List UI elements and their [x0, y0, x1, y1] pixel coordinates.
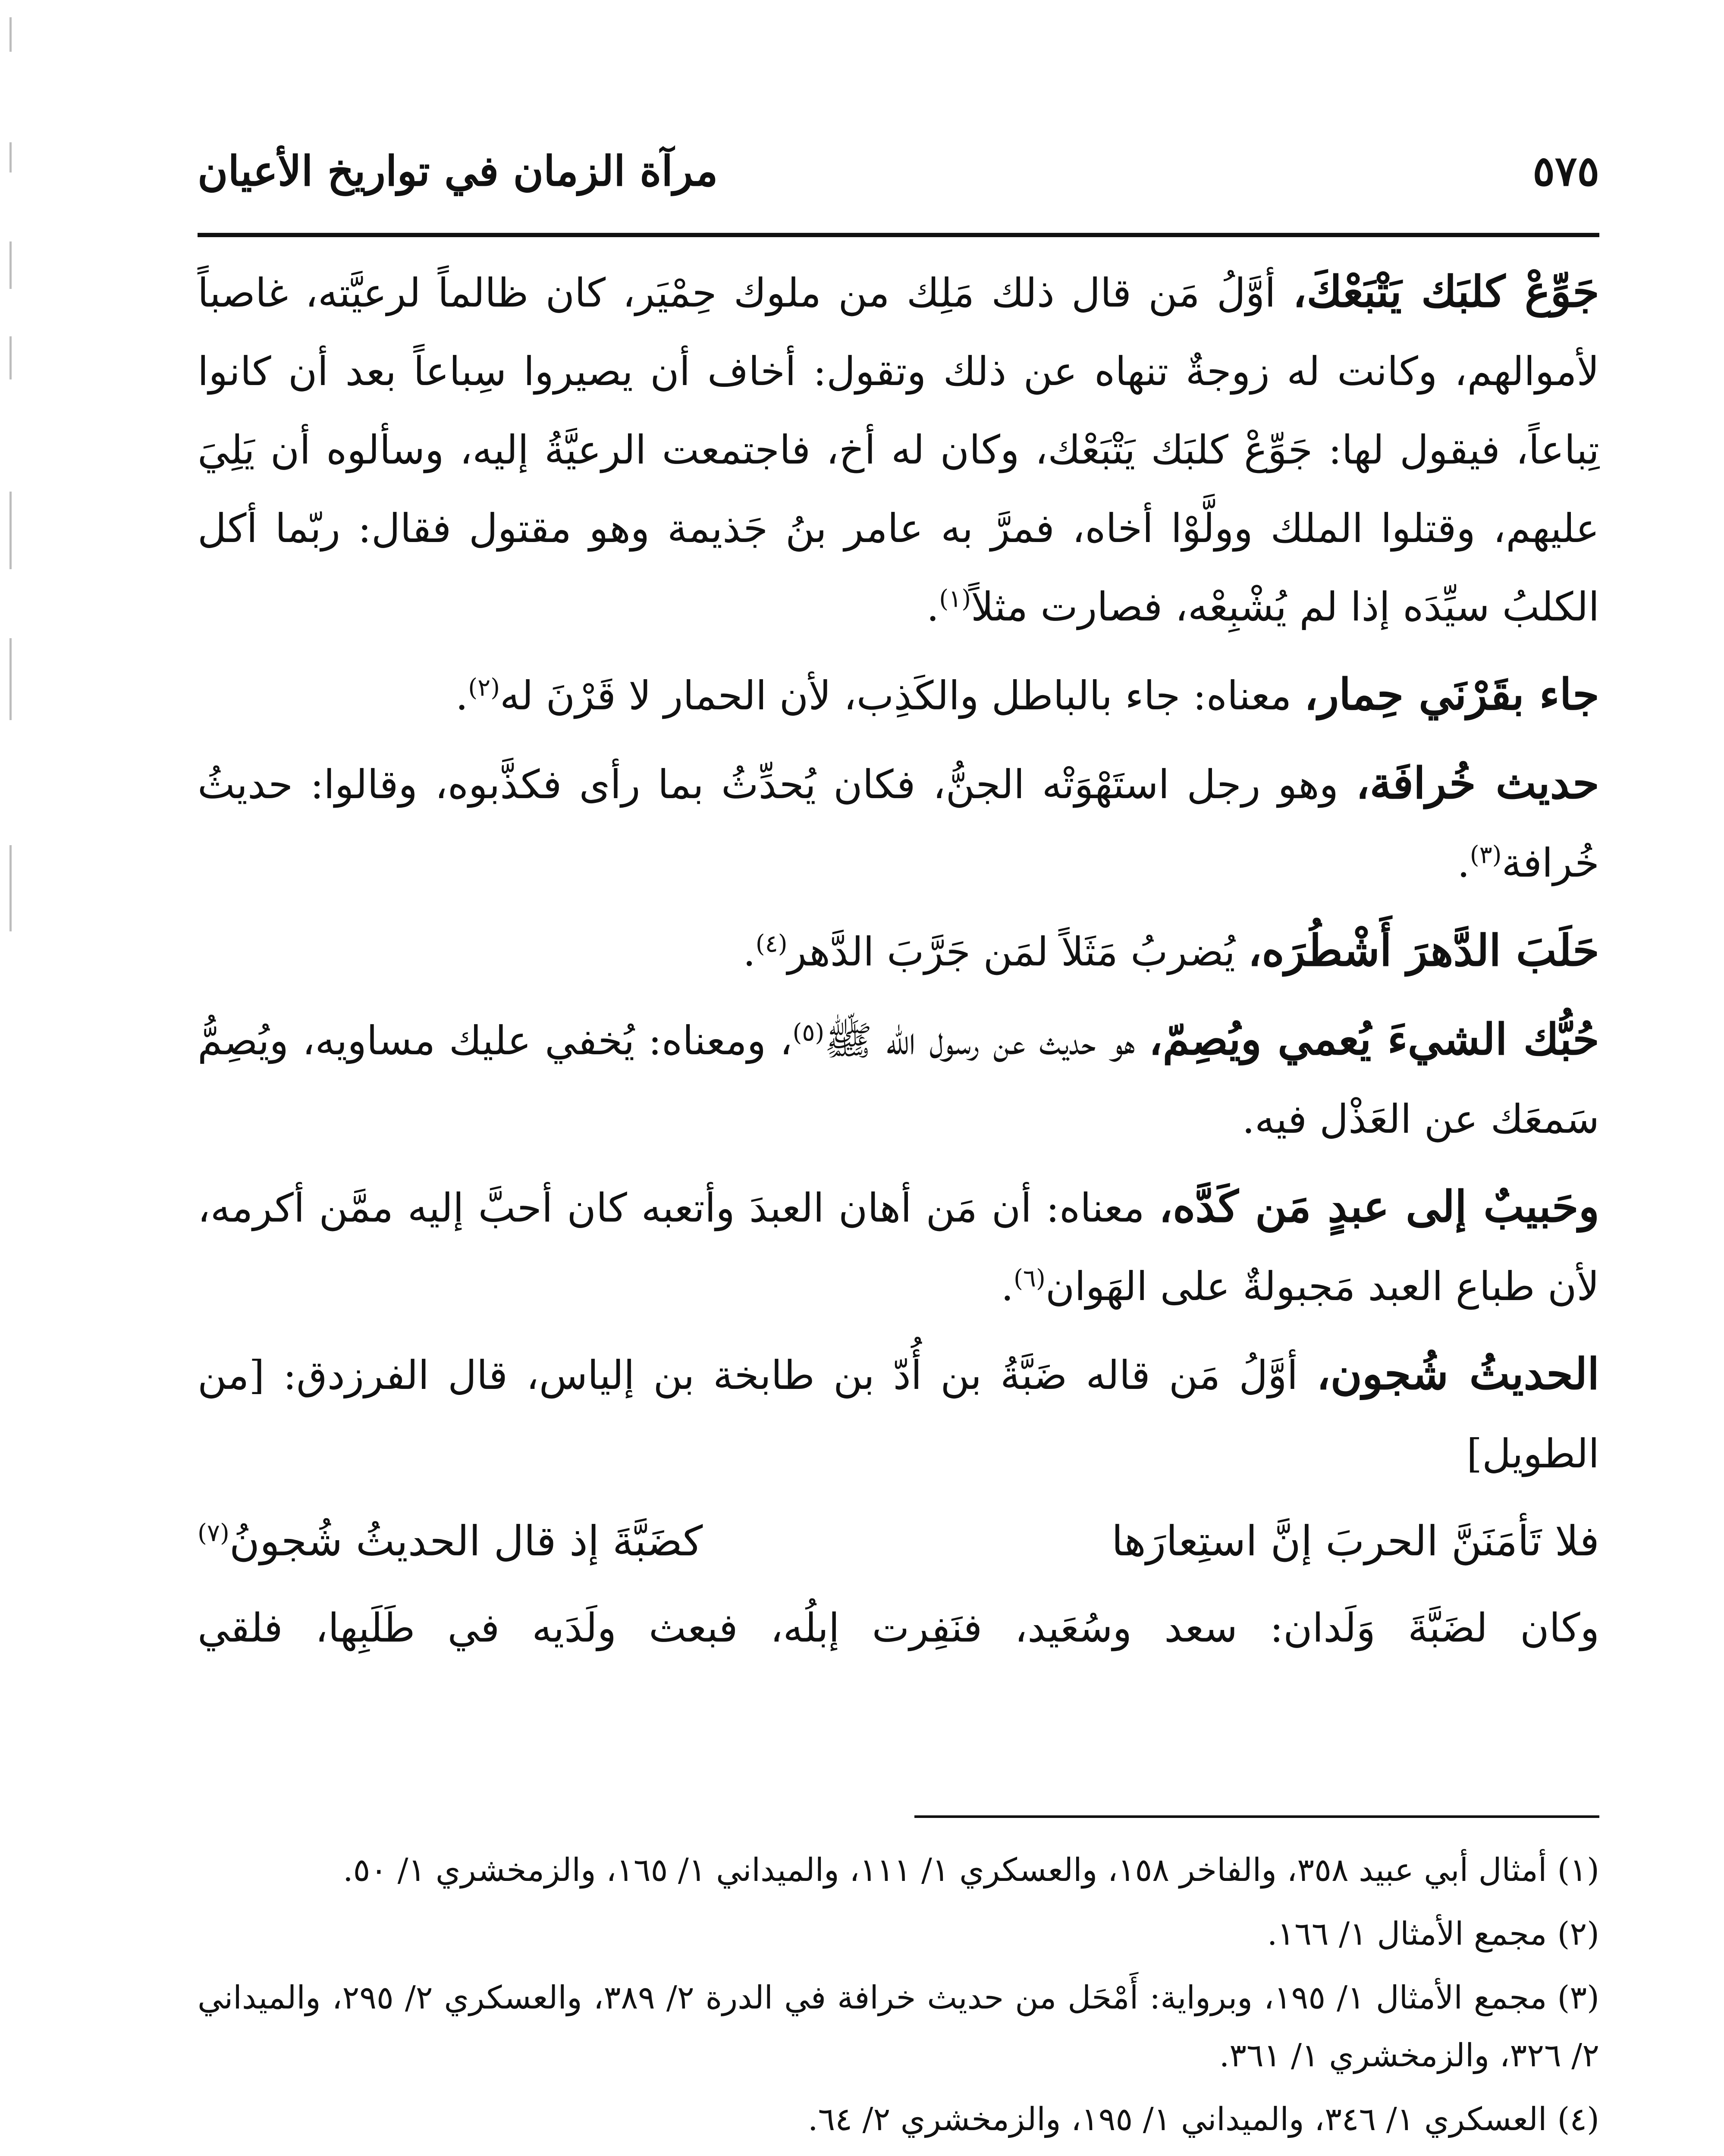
- footnote-ref: (٤): [755, 930, 788, 958]
- proverb-text: يُضربُ مَثَلاً لمَن جَرَّبَ الدَّهر: [787, 929, 1235, 975]
- footnote-ref: (٧): [198, 1519, 229, 1547]
- scan-edge-mark: [9, 845, 12, 931]
- footnote-number: (٢): [1557, 1915, 1599, 1952]
- proverb-text: أوَّلُ مَن قال ذلك مَلِك من ملوك حِمْيَر، كان ظالماً لرعيَّته، غاصباً لأموالهم، وكانت له زوجةٌ تنهاه عن ذلك وتقول: أخاف أن يصيروا سِباعاً بعد أن كانوا تِباعاً، فيقول لها: جَوِّعْ كلبَك يَتْبَعْك، وكان له أخ، فاجتمعت الرعيَّةُ إليه، وسألوه أن يَلِيَ عليهم، وقتلوا الملك وولَّوْا أخاه، فمرَّ به عامر بنُ جَذيمة وهو مقتول فقال: ربّما أكل الكلبُ سيِّدَه إذا لم يُشْبِعْه، فصارت مثلاً: [198, 270, 1599, 630]
- closing-line: وكان لضَبَّةَ وَلَدان: سعد وسُعَيد، فنَفِرت إبلُه، فبعث ولَدَيه في طَلَبِها، فلقي: [198, 1605, 1599, 1651]
- scan-edge-mark: [9, 17, 12, 52]
- proverb-end: .: [743, 929, 756, 975]
- proverb-end: .: [1001, 1263, 1014, 1310]
- scan-edge-mark: [9, 492, 12, 569]
- proverb-end: .: [926, 584, 939, 630]
- scan-edge-mark: [9, 638, 12, 720]
- footnote: [198, 2090, 1599, 2148]
- proverb-end: ، ومعناه: يُخفي عليك مساويه، ويُصِمُّ سَمعَك عن العَذْل فيه.: [198, 1018, 1599, 1142]
- footnote-number: (١): [1557, 1852, 1599, 1889]
- footnote: [198, 1841, 1599, 1899]
- footnote-ref: (٢): [468, 674, 500, 702]
- main-text: [198, 252, 1599, 1676]
- footnote-text: أمثال أبي عبيد ٣٥٨، والفاخر ١٥٨، والعسكري ١/ ١١١، والميداني ١/ ١٦٥، والزمخشري ١/ ٥٠.: [343, 1852, 1547, 1889]
- poetry-verse: [198, 1502, 1599, 1580]
- proverb-entry: [198, 1335, 1599, 1493]
- proverb-text: أوَّلُ مَن قاله ضَبَّةُ بن أُدّ بن طابخة بن إلياس، قال الفرزدق: [من الطويل]: [198, 1352, 1599, 1477]
- proverb-text: هو حديث عن رسول الله ﷺ: [824, 1018, 1135, 1064]
- proverb-entry: [198, 1167, 1599, 1326]
- scan-edge-mark: [9, 336, 12, 379]
- footnote-number: (٣): [1557, 1979, 1599, 2016]
- running-title: مرآة الزمان في تواريخ الأعيان: [198, 147, 718, 195]
- footnote-number: (٤): [1557, 2101, 1599, 2138]
- verse-second-text: كضَبَّةَ إذ قال الحديثُ شُجونُ: [229, 1517, 703, 1565]
- proverb-entry: [198, 252, 1599, 646]
- proverb-term: جاء بقَرْنَي حِمار،: [1304, 669, 1599, 720]
- scan-edge-mark: [9, 241, 12, 289]
- proverb-entry: [198, 911, 1599, 991]
- proverb-term: الحديثُ شُجون،: [1316, 1348, 1599, 1399]
- proverb-term: وحَبيبٌ إلى عبدٍ مَن كَدَّه،: [1159, 1181, 1600, 1232]
- proverb-text: معناه: أن مَن أهان العبدَ وأتعبه كان أحبَّ إليه ممَّن أكرمه، لأن طباع العبد مَجبولةٌ على الهَوان: [198, 1185, 1599, 1310]
- header-rule: [198, 233, 1599, 237]
- proverb-end: .: [455, 673, 468, 719]
- proverb-text: معناه: جاء بالباطل والكَذِب، لأن الحمار لا قَرْنَ له: [500, 673, 1292, 719]
- proverb-text: وهو رجل استَهْوَتْه الجنُّ، فكان يُحدِّثُ بما رأى فكذَّبوه، وقالوا: حديثُ خُرافة: [198, 761, 1599, 886]
- proverb-term: حُبُّك الشيءَ يُعمي ويُصِمّ،: [1149, 1014, 1599, 1065]
- verse-second-hemistich: [198, 1502, 703, 1580]
- proverb-entry: [198, 1000, 1599, 1159]
- footnote-ref: (١): [939, 585, 971, 613]
- footnote-text: العسكري ١/ ٣٤٦، والميداني ١/ ١٩٥، والزمخشري ٢/ ٦٤.: [808, 2101, 1547, 2138]
- footnotes: [198, 1841, 1599, 2156]
- scan-edge-mark: [9, 142, 12, 172]
- footnote-ref: (٦): [1014, 1264, 1046, 1293]
- proverb-entry: [198, 744, 1599, 903]
- verse-first-hemistich: فلا تَأمَنَنَّ الحربَ إنَّ استِعارَها: [1112, 1517, 1599, 1565]
- footnote-separator: [914, 1815, 1599, 1818]
- footnote: [198, 1969, 1599, 2084]
- footnote-text: مجمع الأمثال ١/ ١٦٦.: [1267, 1915, 1547, 1952]
- footnote: [198, 1905, 1599, 1963]
- page-number: ٥٧٥: [1532, 147, 1599, 195]
- proverb-entry: [198, 655, 1599, 735]
- proverb-term: حَلَبَ الدَّهرَ أَشْطُرَه،: [1248, 925, 1599, 976]
- page-header: [198, 129, 1599, 229]
- footnote-ref: (٣): [1470, 841, 1502, 869]
- footnote-text: مجمع الأمثال ١/ ١٩٥، وبرواية: أَمْحَل من حديث خرافة في الدرة ٢/ ٣٨٩، والعسكري ٢/ ٢٩٥، والميداني ٢/ ٣٢٦، والزمخشري ١/ ٣٦١.: [198, 1979, 1599, 2074]
- footnote: [198, 2154, 1599, 2156]
- footnote-ref: (٥): [792, 1018, 825, 1047]
- proverb-term: جَوِّعْ كلبَك يَتْبَعْكَ،: [1293, 266, 1599, 317]
- proverb-term: حديث خُرافَة،: [1356, 758, 1599, 808]
- proverb-end: .: [1457, 840, 1470, 886]
